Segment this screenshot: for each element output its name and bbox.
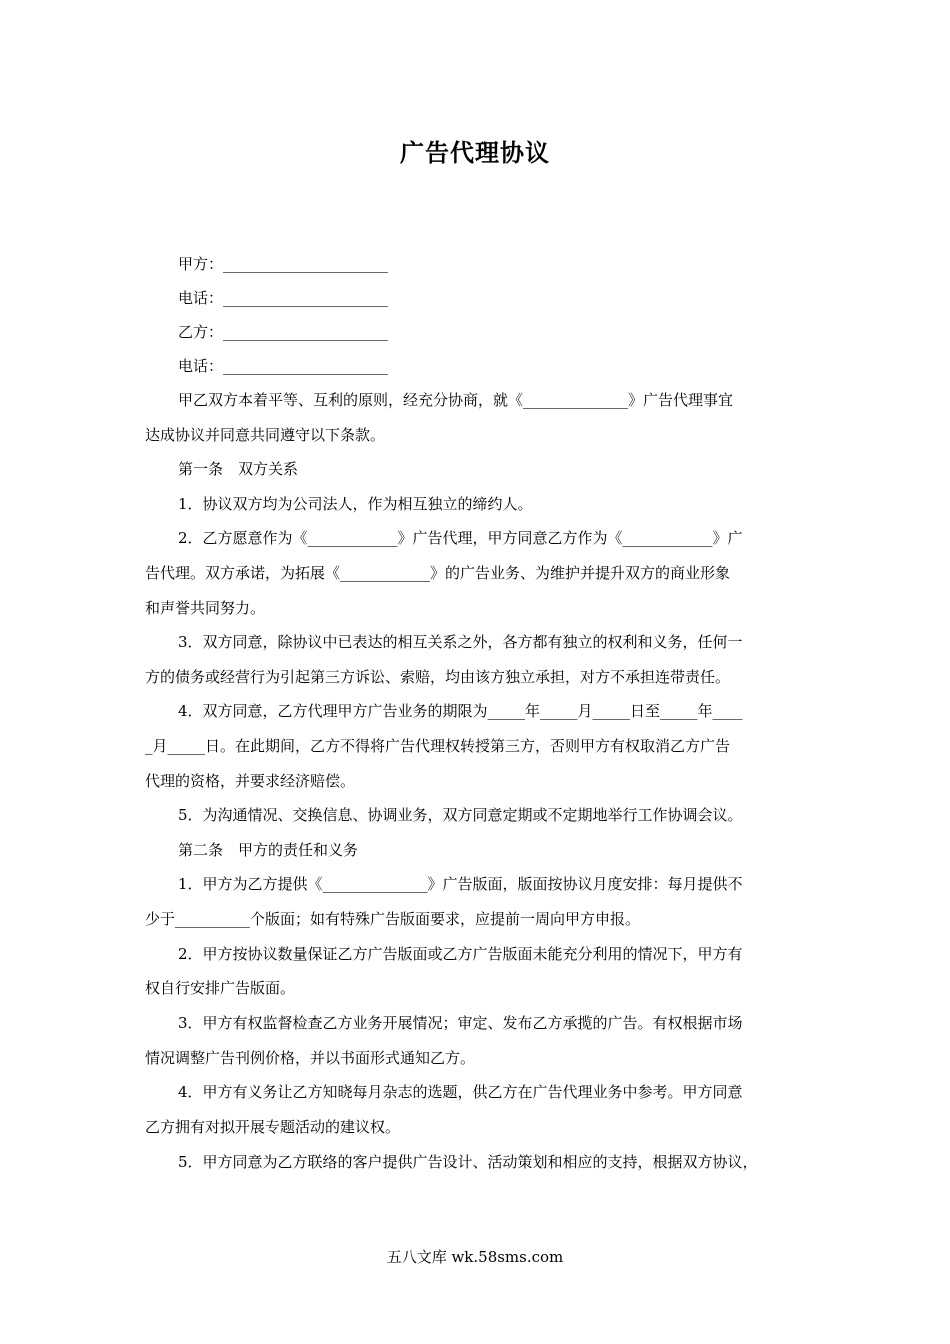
article-1-heading: 第一条 双方关系 bbox=[178, 460, 299, 478]
article-2-item-2-line-2: 权自行安排广告版面。 bbox=[145, 979, 296, 997]
party-a-line: 甲方：______________________ bbox=[178, 255, 389, 273]
party-a-phone-line: 电话：______________________ bbox=[178, 289, 389, 307]
article-1-item-5: 5．为沟通情况、交换信息、协调业务，双方同意定期或不定期地举行工作协调会议。 bbox=[178, 806, 743, 824]
preamble-line-1: 甲乙双方本着平等、互利的原则，经充分协商，就《______________》广告代理事宜 bbox=[178, 391, 734, 409]
party-b-line: 乙方：______________________ bbox=[178, 323, 389, 341]
article-1-item-3-line-2: 方的债务或经营行为引起第三方诉讼、索赔，均由该方独立承担，对方不承担连带责任。 bbox=[145, 668, 731, 686]
article-2-item-3-line-2: 情况调整广告刊例价格，并以书面形式通知乙方。 bbox=[145, 1049, 476, 1067]
article-1-item-1: 1．协议双方均为公司法人，作为相互独立的缔约人。 bbox=[178, 495, 533, 513]
article-2-item-4-line-1: 4．甲方有义务让乙方知晓每月杂志的选题，供乙方在广告代理业务中参考。甲方同意 bbox=[178, 1083, 743, 1101]
party-b-phone-line: 电话：______________________ bbox=[178, 357, 389, 375]
article-2-item-1-line-1: 1．甲方为乙方提供《______________》广告版面，版面按协议月度安排：每月提供不 bbox=[178, 875, 743, 893]
article-1-item-2-line-3: 和声誉共同努力。 bbox=[145, 599, 266, 617]
article-1-item-3-line-1: 3．双方同意，除协议中已表达的相互关系之外，各方都有独立的权利和义务，任何一 bbox=[178, 633, 743, 651]
article-1-item-2-line-2: 告代理。双方承诺，为拓展《____________》的广告业务、为维护并提升双方的商业形象 bbox=[145, 564, 731, 582]
footer-watermark: 五八文库 wk.58sms.com bbox=[386, 1248, 564, 1266]
article-2-item-1-line-2: 少于__________个版面；如有特殊广告版面要求，应提前一周向甲方申报。 bbox=[145, 910, 641, 928]
article-2-item-3-line-1: 3．甲方有权监督检查乙方业务开展情况；审定、发布乙方承揽的广告。有权根据市场 bbox=[178, 1014, 743, 1032]
article-2-heading: 第二条 甲方的责任和义务 bbox=[178, 841, 359, 859]
preamble-line-2: 达成协议并同意共同遵守以下条款。 bbox=[145, 426, 386, 444]
article-1-item-4-line-1: 4．双方同意，乙方代理甲方广告业务的期限为_____年_____月_____日至_____年____ bbox=[178, 702, 743, 720]
document-title: 广告代理协议 bbox=[400, 138, 550, 167]
article-1-item-2-line-1: 2．乙方愿意作为《____________》广告代理，甲方同意乙方作为《____________》广 bbox=[178, 529, 743, 547]
article-1-item-4-line-2: _月_____日。在此期间，乙方不得将广告代理权转授第三方，否则甲方有权取消乙方广告 bbox=[145, 737, 731, 755]
article-1-item-4-line-3: 代理的资格，并要求经济赔偿。 bbox=[145, 772, 356, 790]
article-2-item-2-line-1: 2．甲方按协议数量保证乙方广告版面或乙方广告版面未能充分利用的情况下，甲方有 bbox=[178, 945, 743, 963]
article-2-item-4-line-2: 乙方拥有对拟开展专题活动的建议权。 bbox=[145, 1118, 401, 1136]
article-2-item-5-line-1: 5．甲方同意为乙方联络的客户提供广告设计、活动策划和相应的支持，根据双方协议， bbox=[178, 1153, 758, 1171]
